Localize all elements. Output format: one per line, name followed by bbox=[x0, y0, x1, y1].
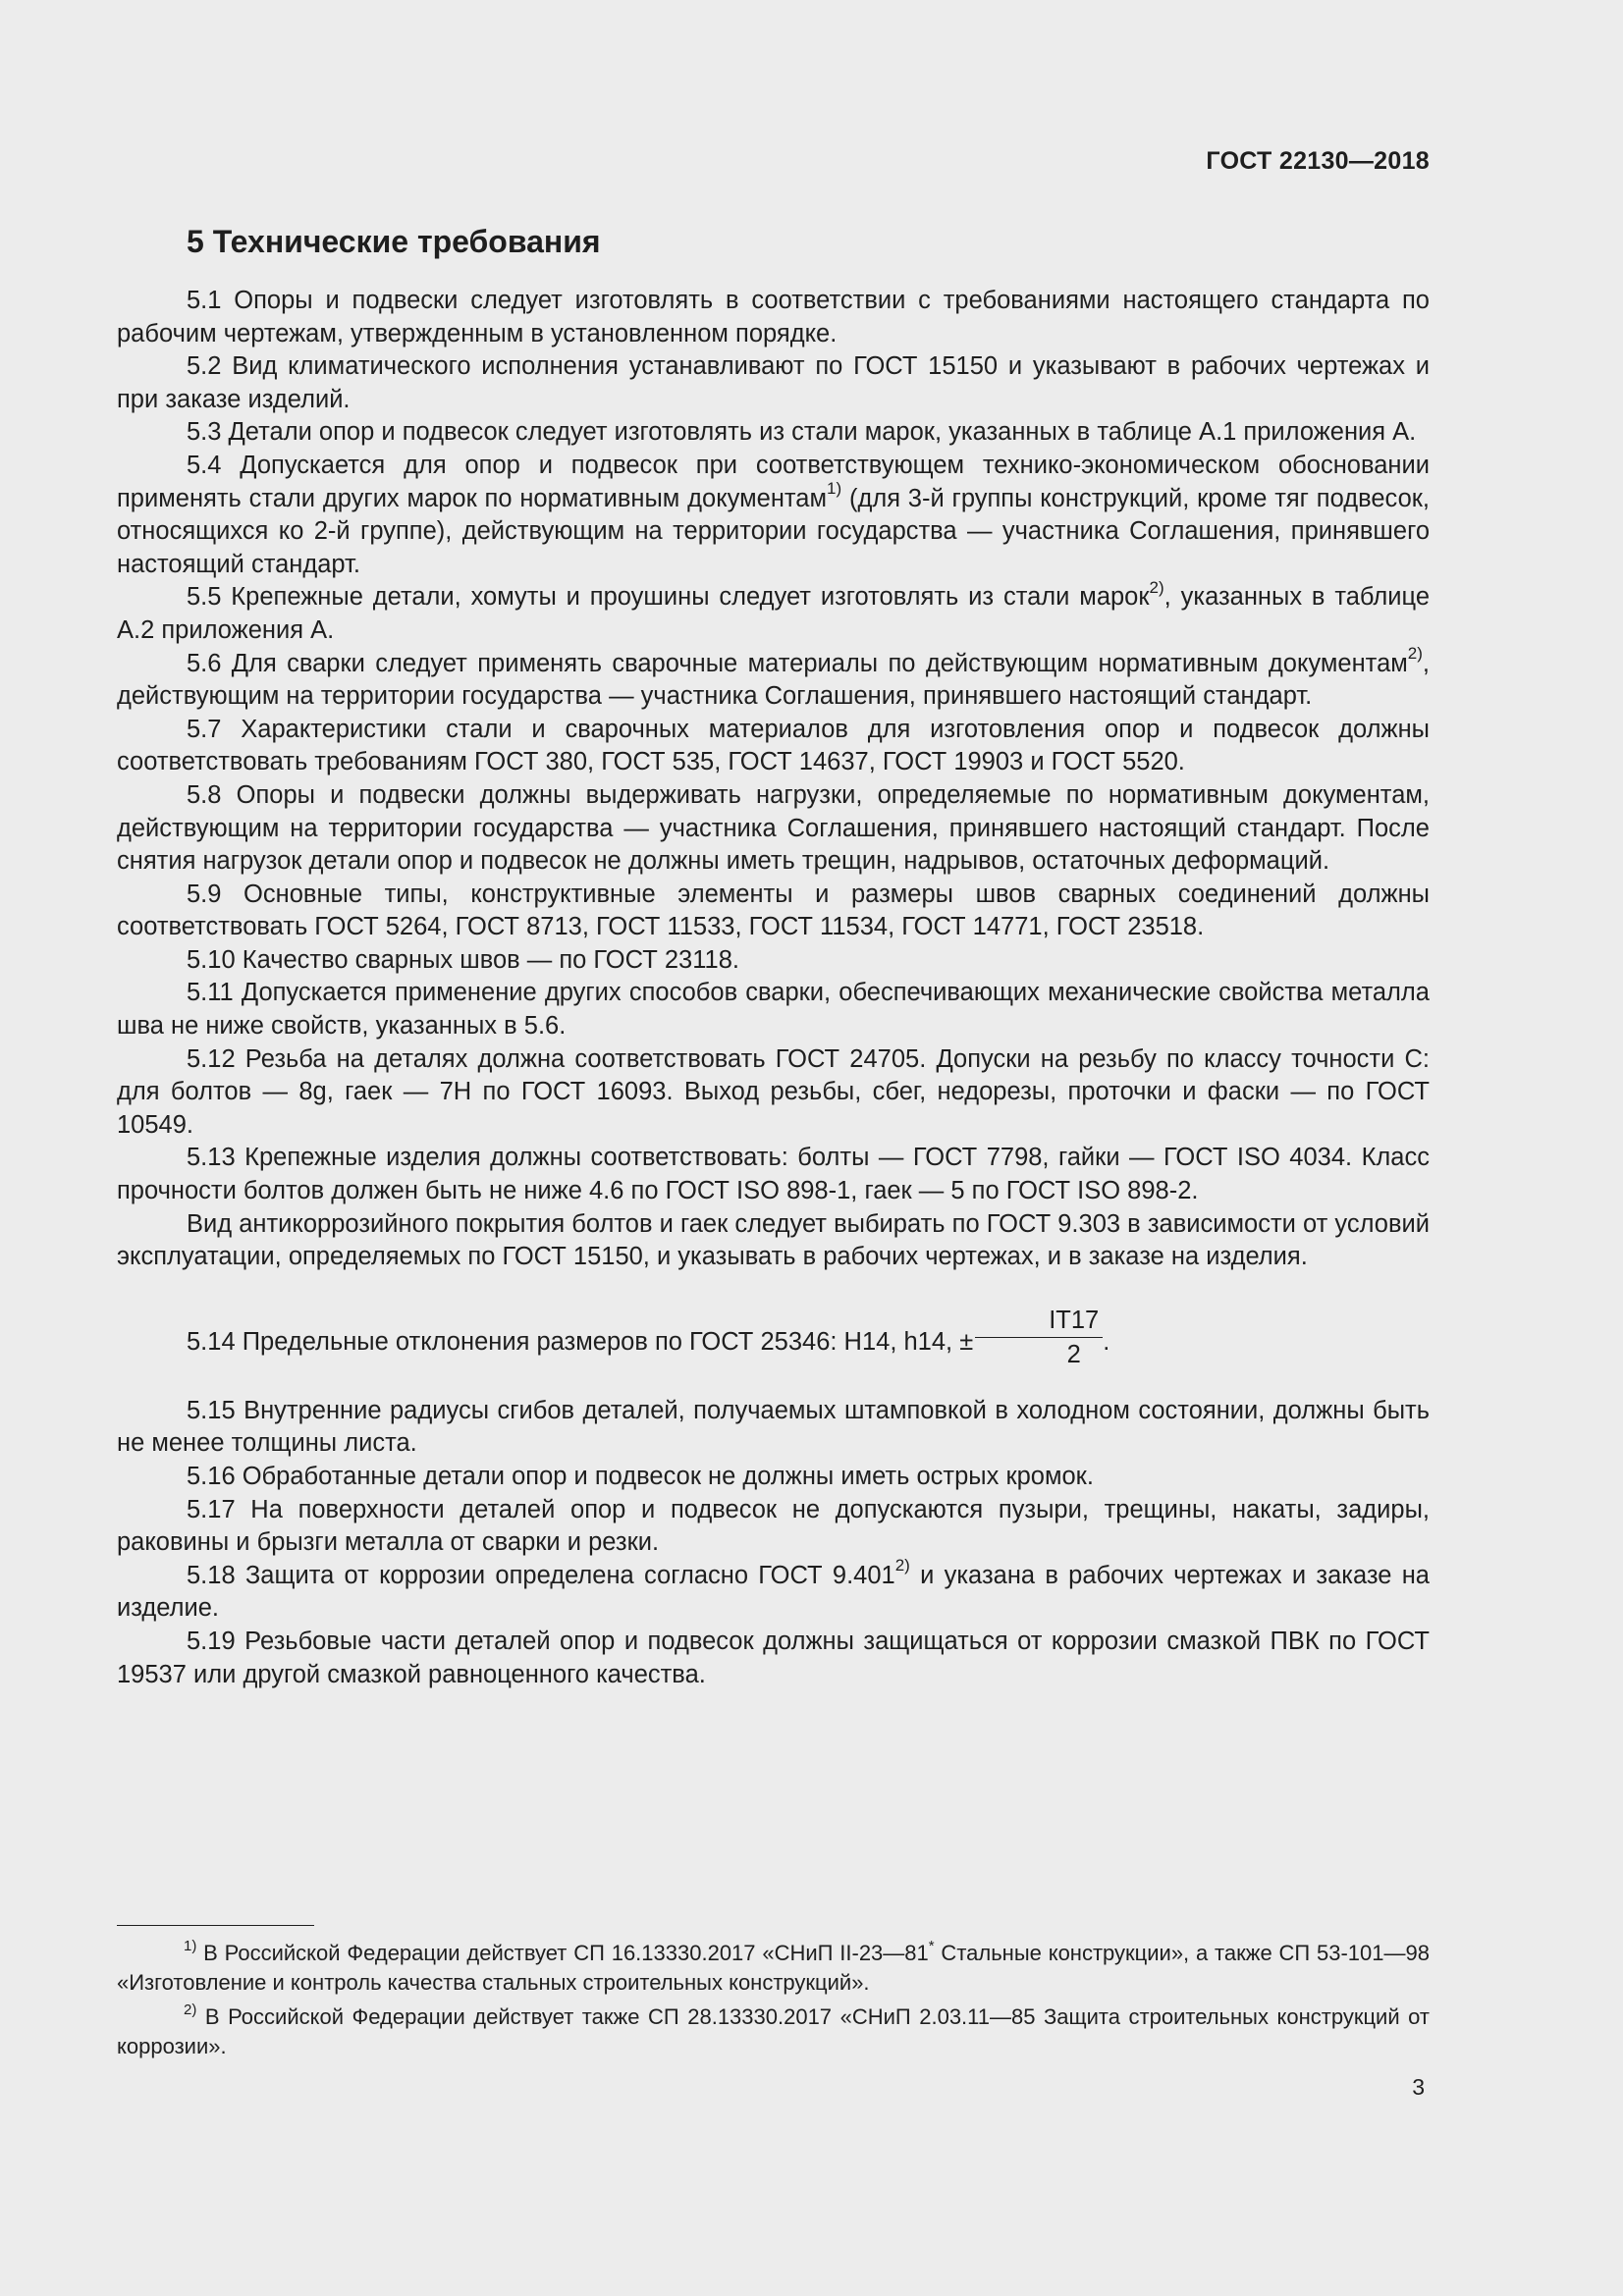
footnote-1-mark: 1) bbox=[184, 1937, 197, 1954]
fraction-denominator: 2 bbox=[1066, 1340, 1081, 1368]
footnote-ref-2: 2) bbox=[1149, 577, 1164, 597]
footnote-ref-2: 2) bbox=[1407, 644, 1423, 664]
footnote-1 bbox=[117, 1939, 1430, 1997]
paragraph-5-16: 5.16 Обработанные детали опор и подвесок не должны иметь острых кромок. bbox=[187, 1463, 1094, 1490]
paragraph-5-19: 5.19 Резьбовые части деталей опор и подвесок должны защищаться от коррозии смазкой ПВК по ГОСТ 19537 или другой смазкой равноценного качества. bbox=[117, 1627, 1430, 1688]
footnote-ref-2: 2) bbox=[894, 1556, 910, 1575]
paragraph-5-18-text-b: и указана в рабочих чертежах и заказе на изделие. bbox=[117, 1561, 1430, 1623]
paragraph-5-14 bbox=[117, 1306, 1430, 1375]
paragraph-5-8: 5.8 Опоры и подвески должны выдерживать нагрузки, определяемые по нормативным документам, действующим на территории государства — участника Соглашения, принявшего настоящий стандарт. После снятия нагрузок детали опор и подвесок не должны иметь трещин, надрывов, остаточных деформаций. bbox=[117, 780, 1430, 876]
paragraph-5-13-continuation: Вид антикоррозийного покрытия болтов и гаек следует выбирать по ГОСТ 9.303 в зависимости от условий эксплуатации, определяемых по ГОСТ 15150, и указывать в рабочих чертежах, и в заказе на изделия. bbox=[117, 1209, 1430, 1271]
paragraph-5-10: 5.10 Качество сварных швов — по ГОСТ 23118. bbox=[187, 945, 739, 974]
paragraph-5-1: 5.1 Опоры и подвески следует изготовлять в соответствии с требованиями настоящего стандарта по рабочим чертежам, утвержденным в установленном порядке. bbox=[117, 287, 1430, 347]
paragraph-5-9: 5.9 Основные типы, конструктивные элементы и размеры швов сварных соединений должны соответствовать ГОСТ 5264, ГОСТ 8713, ГОСТ 11533, ГОСТ 11534, ГОСТ 14771, ГОСТ 23518. bbox=[117, 880, 1430, 941]
tolerance-fraction bbox=[975, 1306, 1103, 1369]
paragraph-5-5-text-a: 5.5 Крепежные детали, хомуты и проушины следует изготовлять из стали марок bbox=[187, 583, 1150, 612]
paragraph-5-15: 5.15 Внутренние радиусы сгибов деталей, получаемых штамповкой в холодном состоянии, должны быть не менее толщины листа. bbox=[117, 1396, 1430, 1458]
paragraph-5-14-end: . bbox=[1103, 1328, 1110, 1357]
paragraph-5-4-text-a: 5.4 Допускается для опор и подвесок при соответствующем технико-экономическом обосновании применять стали других марок по нормативным документам bbox=[117, 451, 1430, 512]
footnote-2-mark: 2) bbox=[184, 2001, 197, 2018]
paragraph-5-17: 5.17 На поверхности деталей опор и подвесок не допускаются пузыри, трещины, накаты, задиры, раковины и брызги металла от сварки и резки. bbox=[117, 1495, 1430, 1557]
document-code-header: ГОСТ 22130—2018 bbox=[1206, 147, 1430, 175]
paragraph-5-5 bbox=[117, 577, 1430, 647]
footnote-1-text-b: Стальные конструкции», а также СП 53-101—98 «Изготовление и контроль качества стальных строительных конструкций». bbox=[117, 1941, 1430, 1995]
footnote-2 bbox=[117, 2002, 1430, 2060]
paragraph-5-6-text-a: 5.6 Для сварки следует применять сварочные материалы по действующим нормативным документам bbox=[187, 649, 1408, 677]
footnote-1-text-a: В Российской Федерации действует СП 16.13330.2017 «СНиП II-23—81 bbox=[196, 1941, 929, 1965]
paragraph-5-4 bbox=[117, 450, 1430, 581]
paragraph-5-12: 5.12 Резьба на деталях должна соответствовать ГОСТ 24705. Допуски на резьбу по классу точности С: для болтов — 8g, гаек — 7Н по ГОСТ 16093. Выход резьбы, сбег, недорезы, проточки и фаски — по ГОСТ 10549. bbox=[117, 1044, 1430, 1139]
paragraph-5-6 bbox=[117, 644, 1430, 714]
paragraph-5-18 bbox=[117, 1556, 1430, 1626]
footnote-separator bbox=[117, 1925, 314, 1926]
fraction-numerator: IT17 bbox=[975, 1306, 1103, 1338]
paragraph-5-7: 5.7 Характеристики стали и сварочных материалов для изготовления опор и подвесок должны соответствовать требованиям ГОСТ 380, ГОСТ 535, ГОСТ 14637, ГОСТ 19903 и ГОСТ 5520. bbox=[117, 715, 1430, 776]
paragraph-5-5-text-b: , указанных в таблице А.2 приложения А. bbox=[117, 583, 1430, 644]
footnotes bbox=[117, 1939, 1430, 2066]
paragraph-5-11: 5.11 Допускается применение других способов сварки, обеспечивающих механические свойства металла шва не ниже свойств, указанных в 5.6. bbox=[117, 979, 1430, 1041]
paragraph-5-14-text: 5.14 Предельные отклонения размеров по ГОСТ 25346: Н14, h14, ± bbox=[187, 1328, 974, 1357]
footnote-2-text: В Российской Федерации действует также СП 28.13330.2017 «СНиП 2.03.11—85 Защита строительных конструкций от коррозии». bbox=[117, 2004, 1430, 2058]
paragraph-5-3: 5.3 Детали опор и подвесок следует изготовлять из стали марок, указанных в таблице А.1 приложения А. bbox=[187, 418, 1417, 447]
section-title: 5 Технические требования bbox=[187, 224, 601, 259]
paragraph-5-6-text-b: , действующим на территории государства — участника Соглашения, принявшего настоящий стандарт. bbox=[117, 649, 1430, 711]
footnote-1-star: * bbox=[928, 1937, 935, 1954]
paragraph-5-13: 5.13 Крепежные изделия должны соответствовать: болты — ГОСТ 7798, гайки — ГОСТ ISO 4034. Класс прочности болтов должен быть не ниже 4.6 по ГОСТ ISO 898-1, гаек — 5 по ГОСТ ISO 898-2. bbox=[117, 1144, 1430, 1205]
paragraph-5-4-text-b: (для 3-й группы конструкций, кроме тяг подвесок, относящихся ко 2-й группе), действующим на территории государства — участника Соглашения, принявшего настоящий стандарт. bbox=[117, 484, 1430, 578]
paragraph-5-18-text-a: 5.18 Защита от коррозии определена согласно ГОСТ 9.401 bbox=[187, 1561, 895, 1589]
section-body bbox=[117, 285, 1430, 1691]
page-number: 3 bbox=[1412, 2074, 1425, 2100]
footnote-ref-1: 1) bbox=[827, 479, 842, 499]
paragraph-5-2: 5.2 Вид климатического исполнения устанавливают по ГОСТ 15150 и указывают в рабочих чертежах и при заказе изделий. bbox=[117, 352, 1430, 413]
